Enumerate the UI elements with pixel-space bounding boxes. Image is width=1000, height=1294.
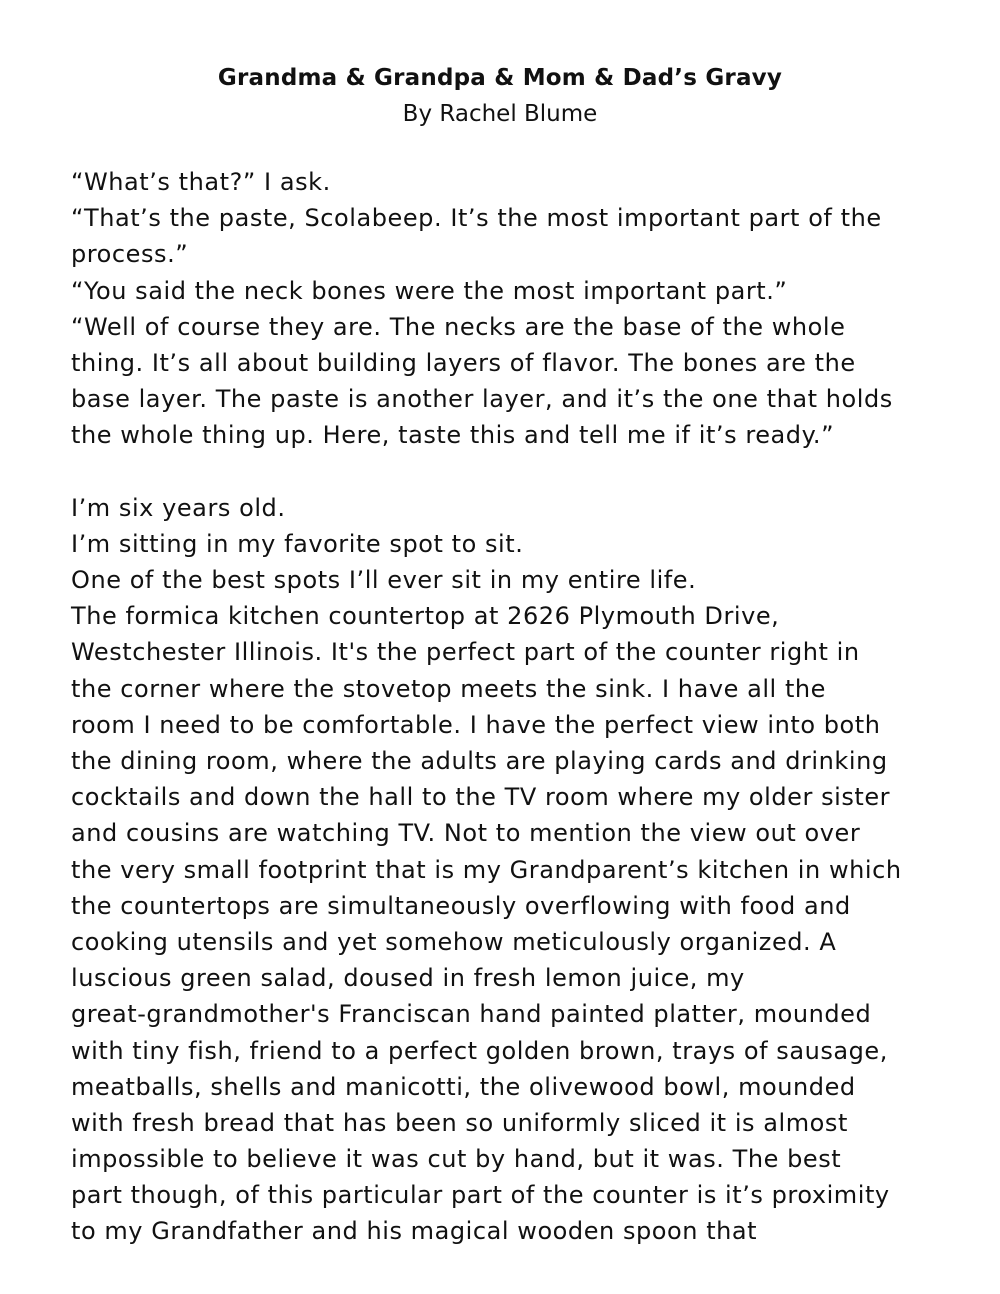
text-line: impossible to believe it was cut by hand, but it was. The best bbox=[71, 1145, 842, 1174]
document-body bbox=[71, 164, 971, 1250]
text-line: I’m six years old. bbox=[71, 493, 286, 522]
text-line: to my Grandfather and his magical wooden spoon that bbox=[71, 1217, 758, 1246]
text-line: the corner where the stovetop meets the sink. I have all the bbox=[71, 674, 826, 703]
text-line: great-grandmother's Franciscan hand painted platter, mounded bbox=[71, 1000, 872, 1029]
text-line: with tiny fish, friend to a perfect golden brown, trays of sausage, bbox=[71, 1036, 888, 1065]
text-line: the countertops are simultaneously overflowing with food and bbox=[71, 891, 851, 920]
text-line: The formica kitchen countertop at 2626 Plymouth Drive, bbox=[71, 602, 780, 631]
text-line: process.” bbox=[71, 240, 189, 269]
text-line: room I need to be comfortable. I have the perfect view into both bbox=[71, 710, 881, 739]
dialogue-section bbox=[71, 164, 971, 454]
text-line: the dining room, where the adults are playing cards and drinking bbox=[71, 747, 888, 775]
text-line: meatballs, shells and manicotti, the olivewood bowl, mounded bbox=[71, 1072, 856, 1101]
narrative-section bbox=[71, 490, 971, 1250]
text-line: I’m sitting in my favorite spot to sit. bbox=[71, 529, 524, 558]
text-line: One of the best spots I’ll ever sit in my entire life. bbox=[71, 566, 697, 595]
text-line: cocktails and down the hall to the TV room where my older sister bbox=[71, 783, 891, 812]
text-line: part though, of this particular part of the counter is it’s proximity bbox=[71, 1181, 890, 1210]
text-line: “Well of course they are. The necks are the base of the whole bbox=[71, 312, 846, 341]
text-line: cooking utensils and yet somehow meticulously organized. A bbox=[71, 927, 837, 956]
text-line: luscious green salad, doused in fresh lemon juice, my bbox=[71, 964, 745, 993]
text-line: the very small footprint that is my Grandparent’s kitchen in which bbox=[71, 855, 902, 884]
document-title: Grandma & Grandpa & Mom & Dad’s Gravy bbox=[217, 65, 783, 91]
paragraph-break bbox=[71, 454, 971, 490]
text-line: “What’s that?” I ask. bbox=[71, 168, 331, 196]
text-line: thing. It’s all about building layers of flavor. The bones are the bbox=[71, 348, 856, 377]
text-line: with fresh bread that has been so uniformly sliced it is almost bbox=[71, 1108, 848, 1137]
author-byline: By Rachel Blume bbox=[402, 101, 598, 127]
text-line: “That’s the paste, Scolabeep. It’s the most important part of the bbox=[71, 204, 882, 233]
text-line: the whole thing up. Here, taste this and tell me if it’s ready.” bbox=[71, 421, 835, 450]
text-line: and cousins are watching TV. Not to mention the view out over bbox=[71, 819, 861, 848]
text-line: Westchester Illinois. It's the perfect part of the counter right in bbox=[71, 638, 860, 667]
text-line: “You said the neck bones were the most important part.” bbox=[71, 276, 788, 305]
text-line: base layer. The paste is another layer, and it’s the one that holds bbox=[71, 385, 893, 414]
